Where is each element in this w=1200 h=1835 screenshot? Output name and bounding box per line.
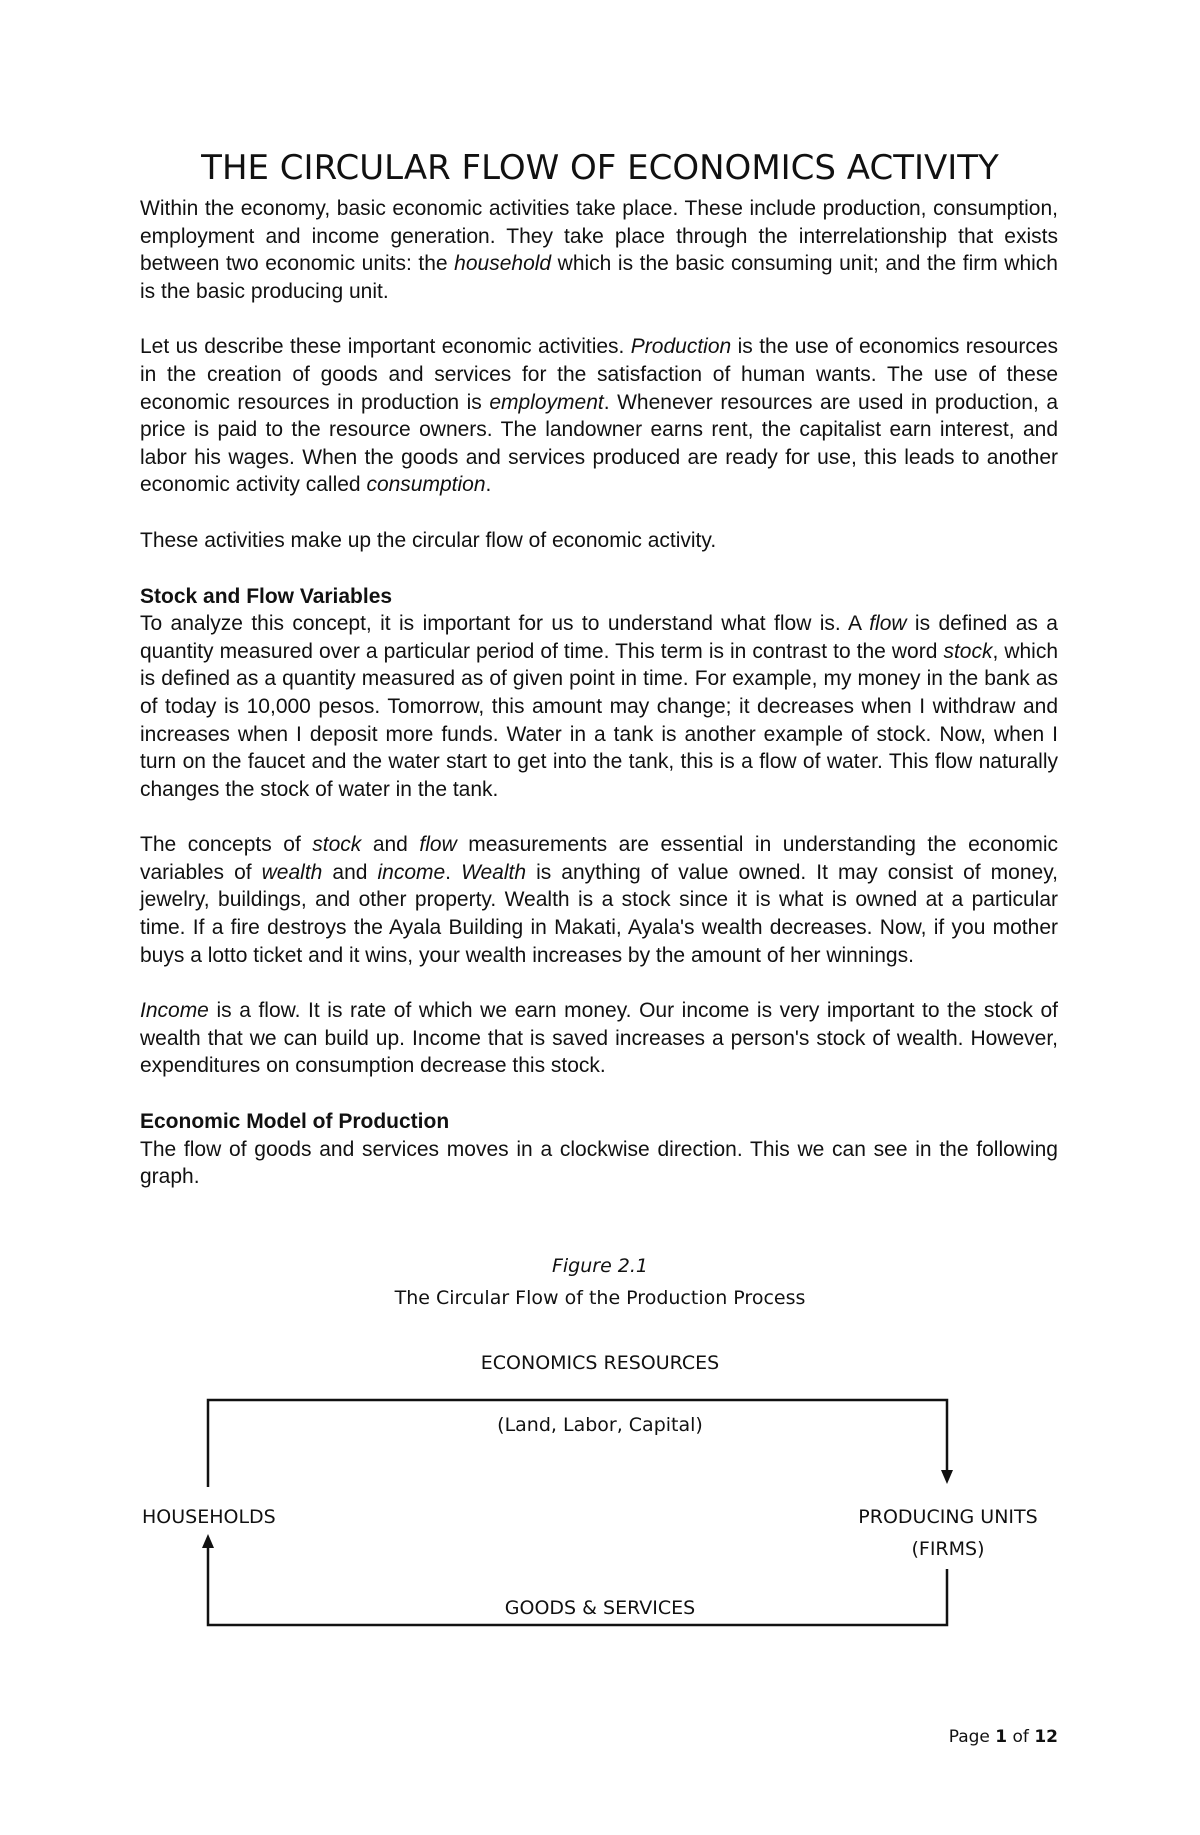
term-employment: employment bbox=[489, 390, 604, 414]
term-income: income bbox=[377, 860, 446, 884]
heading-economic-model: Economic Model of Production bbox=[140, 1110, 450, 1134]
term-household: household bbox=[454, 252, 552, 276]
term-consumption: consumption bbox=[366, 473, 486, 497]
term-wealth: wealth bbox=[261, 860, 323, 884]
term-income: Income bbox=[140, 999, 209, 1023]
text-run: is a flow. It is rate of which we earn money. Our income is very important to the stock of wealth that we can build up. Income that is saved increases a person's stock of wealth. However, expenditures on consumption decrease this stock. bbox=[140, 999, 1058, 1078]
document-title: THE CIRCULAR FLOW OF ECONOMICS ACTIVITY bbox=[201, 148, 999, 188]
term-production: Production bbox=[630, 335, 732, 359]
goods-services-label: GOODS & SERVICES bbox=[504, 1597, 696, 1619]
resources-detail: (Land, Labor, Capital) bbox=[497, 1414, 703, 1436]
term-stock: stock bbox=[943, 639, 993, 663]
arrow-up-icon bbox=[202, 1534, 214, 1548]
paragraph-circular-flow: These activities make up the circular flow of economic activity. bbox=[140, 528, 717, 552]
figure-label: Figure 2.1 bbox=[551, 1255, 649, 1277]
text-run: and bbox=[361, 833, 420, 857]
resources-label: ECONOMICS RESOURCES bbox=[480, 1352, 720, 1374]
heading-stock-flow: Stock and Flow Variables bbox=[140, 584, 393, 608]
page-word: Page bbox=[948, 1727, 990, 1747]
text-run: is anything of value owned. It may consist of money, jewelry, buildings, and other property. Wealth is a stock since it is what is owned at a particular time. If a fire destroys the Ayala Building in Makati, Ayala's wealth decreases. Now, if you mother buys a lotto ticket and it wins, your wealth increases by the amount of her winnings. bbox=[140, 860, 1058, 967]
text-run: , which is defined as a quantity measured as of given point in time. For example, my money in the bank as of today is 10,000 pesos. Tomorrow, this amount may change; it decreases when I withdraw and increases when I deposit more funds. Water in a tank is another example of stock. Now, when I turn on the faucet and the water start to get into the tank, this is a flow of water. This flow naturally changes the stock of water in the tank. bbox=[140, 639, 1059, 801]
text-run: and bbox=[322, 860, 378, 884]
text-run: . bbox=[485, 473, 492, 497]
text-run: is the use of economics resources in the creation of goods and services for the satisfaction of human wants. The use of these economic resources in production is bbox=[140, 335, 1058, 414]
households-node: HOUSEHOLDS bbox=[142, 1506, 276, 1528]
firms-label: (FIRMS) bbox=[911, 1538, 985, 1560]
text-run: . Whenever resources are used in production, a price is paid to the resource owners. The landowner earns rent, the capitalist earn interest, and labor his wages. When the goods and services produced are ready for use, this leads to another economic activity called bbox=[140, 390, 1058, 497]
arrow-down-icon bbox=[941, 1470, 953, 1484]
figure-title: The Circular Flow of the Production Process bbox=[394, 1287, 806, 1309]
term-flow: flow bbox=[869, 612, 907, 636]
page-total: 12 bbox=[1034, 1727, 1058, 1747]
text-run: Within the economy, basic economic activities take place. These include production, consumption, employment and income generation. They take place through the interrelationship that exists between two economic units: the bbox=[140, 197, 1058, 276]
text-run: which is the basic consuming unit; and the firm which is the basic producing unit. bbox=[140, 252, 1058, 303]
text-run: . bbox=[445, 860, 462, 884]
page-of: of bbox=[1012, 1727, 1029, 1747]
page-current: 1 bbox=[995, 1727, 1008, 1747]
page-number bbox=[949, 1727, 1058, 1747]
text-run: is defined as a quantity measured over a particular period of time. This term is in contrast to the word bbox=[140, 612, 1058, 663]
term-wealth: Wealth bbox=[461, 860, 527, 884]
term-flow: flow bbox=[419, 833, 457, 857]
text-run: measurements are essential in understanding the economic variables of bbox=[140, 833, 1058, 884]
term-stock: stock bbox=[312, 833, 362, 857]
text-run: To analyze this concept, it is important for us to understand what flow is. A bbox=[140, 612, 870, 636]
paragraph-model: The flow of goods and services moves in a clockwise direction. This we can see in the following graph. bbox=[140, 1137, 1058, 1189]
producing-units-node: PRODUCING UNITS bbox=[858, 1506, 1038, 1528]
text-run: Let us describe these important economic activities. bbox=[140, 335, 631, 359]
text-run: The concepts of bbox=[140, 833, 313, 857]
